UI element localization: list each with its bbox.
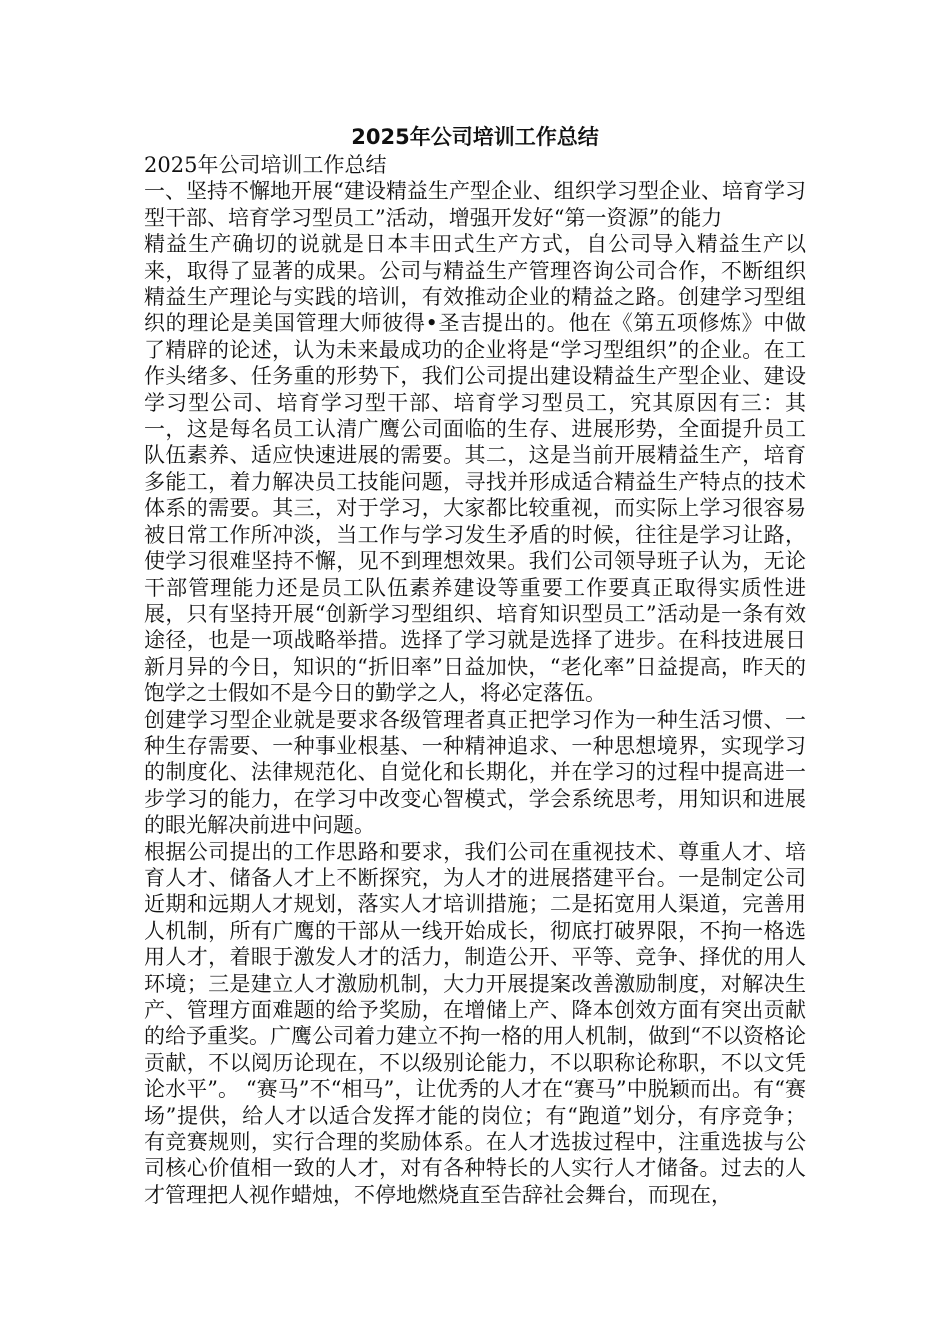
paragraph-talent-mechanism: 根据公司提出的工作思路和要求，我们公司在重视技术、尊重人才、培育人才、储备人才上不断探究，为人才的进展搭建平台。一是制定公司近期和远期人才规划，落实人才培训措施；二是拓宽用人渠道，完善用人机制，所有广鹰的干部从一线开始成长，彻底打破界限，不拘一格选用人才，着眼于激发人才的活力，制造公开、平等、竞争、择优的用人环境；三是建立人才激励机制，大力开展提案改善激励制度，对解决生产、管理方面难题的给予奖励，在增储上产、降本创效方面有突出贡献的给予重奖。广鹰公司着力建立不拘一格的用人机制，做到“不以资格论贡献，不以阅历论现在，不以级别论能力，不以职称论称职，不以文凭论水平”。 “赛马”不“相马”，让优秀的人才在“赛马”中脱颖而出。有“赛场”提供，给人才以适合发挥才能的岗位；有“跑道”划分，有序竞争；有竞赛规则，实行合理的奖励体系。在人才选拔过程中，注重选拔与公司核心价值相一致的人才，对有各种特长的人实行人才储备。过去的人才管理把人视作蜡烛，不停地燃烧直至告辞社会舞台，而现在， [144, 839, 806, 1207]
document-subtitle: 2025年公司培训工作总结 [144, 153, 387, 177]
paragraph-section-heading: 一、坚持不懈地开展“建设精益生产型企业、组织学习型企业、培育学习型干部、培育学习型员工”活动，增强开发好“第一资源”的能力 [144, 179, 806, 230]
document-title: 2025年公司培训工作总结 [351, 125, 599, 149]
paragraph-lean-production: 精益生产确切的说就是日本丰田式生产方式，自公司导入精益生产以来，取得了显著的成果。公司与精益生产管理咨询公司合作，不断组织精益生产理论与实践的培训，有效推动企业的精益之路。创建学习型组织的理论是美国管理大师彼得•圣吉提出的。他在《第五项修炼》中做了精辟的论述，认为未来最成功的企业将是“学习型组织”的企业。在工作头绪多、任务重的形势下，我们公司提出建设精益生产型企业、建设学习型公司、培育学习型干部、培育学习型员工，究其原因有三：其一，这是每名员工认清广鹰公司面临的生存、进展形势，全面提升员工队伍素养、适应快速进展的需要。其二，这是当前开展精益生产，培育多能工，着力解决员工技能问题，寻找并形成适合精益生产特点的技术体系的需要。其三，对于学习，大家都比较重视，而实际上学习很容易被日常工作所冲淡，当工作与学习发生矛盾的时候，往往是学习让路，使学习很难坚持不懈，见不到理想效果。我们公司领导班子认为，无论干部管理能力还是员工队伍素养建设等重要工作要真正取得实质性进展，只有坚持开展“创新学习型组织、培育知识型员工”活动是一条有效途径，也是一项战略举措。选择了学习就是选择了进步。在科技进展日新月异的今日，知识的“折旧率”日益加快，“老化率”日益提高，昨天的饱学之士假如不是今日的勤学之人，将必定落伍。 [144, 232, 806, 706]
paragraph-learning-enterprise: 创建学习型企业就是要求各级管理者真正把学习作为一种生活习惯、一种生存需要、一种事业根基、一种精神追求、一种思想境界，实现学习的制度化、法律规范化、自觉化和长期化，并在学习的过程中提高进一步学习的能力，在学习中改变心智模式，学会系统思考，用知识和进展的眼光解决前进中问题。 [144, 707, 806, 838]
document-body [144, 122, 806, 1208]
